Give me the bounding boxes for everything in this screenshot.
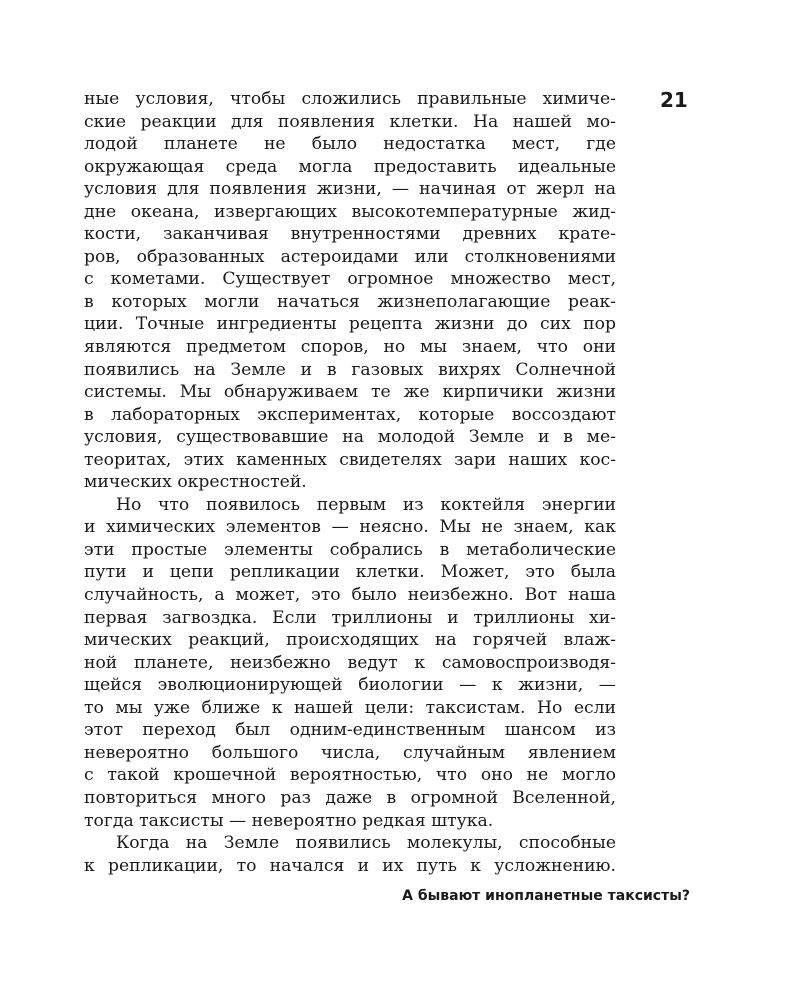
text-line: системы. Мы обнаруживаем те же кирпичики жизни	[84, 382, 616, 403]
text-line: теоритах, этих каменных свидетелях зари наших кос-	[84, 449, 616, 470]
text-line: пути и цепи репликации клетки. Может, это была	[84, 562, 616, 583]
text-line: ров, образованных астероидами или столкновениями	[84, 246, 616, 267]
text-line: Но что появилось первым из коктейля энергии	[116, 494, 616, 515]
text-line: условия, существовавшие на молодой Земле и в ме-	[84, 427, 616, 448]
text-line: и химических элементов — неясно. Мы не знаем, как	[84, 517, 616, 538]
text-line: в лабораторных экспериментах, которые воссоздают	[84, 404, 616, 425]
text-line: с такой крошечной вероятностью, что оно не могло	[84, 765, 616, 786]
text-line: лодой планете не было недостатка мест, где	[84, 134, 616, 155]
text-line: являются предметом споров, но мы знаем, что они	[84, 337, 616, 358]
text-line: в которых могли начаться жизнеполагающие реак-	[84, 291, 616, 312]
text-line: этот переход был одним-единственным шансом из	[84, 720, 616, 741]
text-line: с кометами. Существует огромное множество мест,	[84, 269, 616, 290]
page-number: 21	[660, 88, 688, 112]
text-line: ной планете, неизбежно ведут к самовоспроизводя-	[84, 652, 616, 673]
text-line: ции. Точные ингредиенты рецепта жизни до сих пор	[84, 314, 616, 335]
text-line: ские реакции для появления клетки. На нашей мо-	[84, 111, 616, 132]
text-line: невероятно большого числа, случайным явлением	[84, 742, 616, 763]
text-line: появились на Земле и в газовых вихрях Солнечной	[84, 359, 616, 380]
text-line: Когда на Земле появились молекулы, способные	[116, 833, 616, 854]
text-line: первая загвоздка. Если триллионы и триллионы хи-	[84, 607, 616, 628]
text-line: щейся эволюционирующей биологии — к жизни, —	[84, 675, 616, 696]
text-line: ные условия, чтобы сложились правильные химиче-	[84, 89, 616, 109]
text-line: случайность, а может, это было неизбежно. Вот наша	[84, 585, 616, 606]
text-line: условия для появления жизни, — начиная от жерл на	[84, 179, 616, 200]
text-line: мических окрестностей.	[84, 472, 307, 493]
text-line: мических реакций, происходящих на горячей влаж-	[84, 630, 616, 651]
text-line: к репликации, то начался и их путь к усложнению.	[84, 855, 616, 876]
text-line: тогда таксисты — невероятно редкая штука.	[84, 810, 494, 831]
text-line: повториться много раз даже в огромной Вселенной,	[84, 787, 616, 808]
body-text	[84, 88, 616, 877]
text-line: дне океана, извергающих высокотемпературные жид-	[84, 201, 616, 222]
text-line: кости, заканчивая внутренностями древних крате-	[84, 224, 616, 245]
text-line: то мы уже ближе к нашей цели: таксистам. Но если	[84, 697, 616, 718]
running-footer-title: А бывают инопланетные таксисты?	[402, 888, 690, 904]
text-line: окружающая среда могла предоставить идеальные	[84, 156, 616, 177]
text-line: эти простые элементы собрались в метаболические	[84, 539, 616, 560]
